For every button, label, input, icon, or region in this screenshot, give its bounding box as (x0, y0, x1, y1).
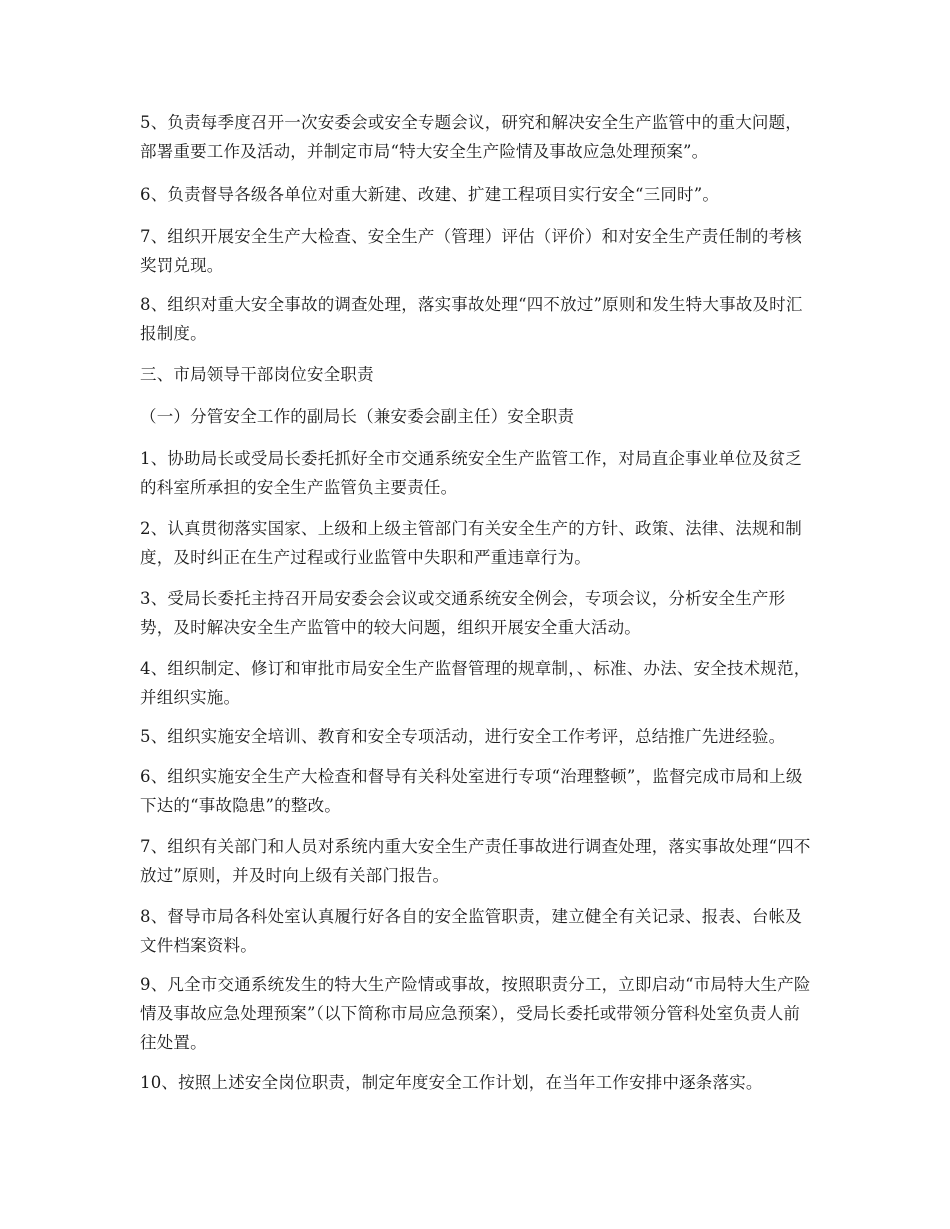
paragraph-item-3: 3、受局长委托主持召开局安委会会议或交通系统安全例会，专项会议，分析安全生产形势，及时解决安全生产监管中的较大问题，组织开展安全重大活动。 (140, 589, 786, 637)
paragraph-item-2: 2、认真贯彻落实国家、上级和上级主管部门有关安全生产的方针、政策、法律、法规和制度，及时纠正在生产过程或行业监管中失职和严重违章行为。 (140, 519, 802, 567)
paragraph-item-7: 7、组织有关部门和人员对系统内重大安全生产责任事故进行调查处理，落实事故处理“四不放过”原则，并及时向上级有关部门报告。 (140, 837, 811, 885)
paragraph-item-1: 1、协助局长或受局长委托抓好全市交通系统安全生产监管工作，对局直企事业单位及贫乏的科室所承担的安全生产监管负主要责任。 (140, 449, 802, 497)
paragraph-item-4: 4、组织制定、修订和审批市局安全生产监督管理的规章制，、标准、办法、安全技术规范，并组织实施。 (140, 659, 811, 707)
subsection-heading: （一）分管安全工作的副局长（兼安委会副主任）安全职责 (140, 407, 575, 426)
paragraph-item-5: 5、组织实施安全培训、教育和安全专项活动，进行安全工作考评，总结推广先进经验。 (140, 727, 786, 746)
section-heading: 三、市局领导干部岗位安全职责 (140, 365, 374, 384)
paragraph-duty-8: 8、组织对重大安全事故的调查处理，落实事故处理“四不放过”原则和发生特大事故及时汇报制度。 (140, 295, 803, 343)
paragraph-item-10: 10、按照上述安全岗位职责，制定年度安全工作计划，在当年工作安排中逐条落实。 (140, 1073, 763, 1092)
paragraph-duty-5: 5、负责每季度召开一次安委会或安全专题会议，研究和解决安全生产监管中的重大问题，部署重要工作及活动，并制定市局“特大安全生产险情及事故应急处理预案”。 (140, 113, 802, 161)
paragraph-duty-7: 7、组织开展安全生产大检查、安全生产（管理）评估（评价）和对安全生产责任制的考核奖罚兑现。 (140, 227, 802, 275)
paragraph-duty-6: 6、负责督导各级各单位对重大新建、改建、扩建工程项目实行安全“三同时”。 (140, 185, 720, 204)
paragraph-item-6: 6、组织实施安全生产大检查和督导有关科处室进行专项“治理整顿”，监督完成市局和上级下达的“事故隐患”的整改。 (140, 767, 803, 815)
paragraph-item-9: 9、凡全市交通系统发生的特大生产险情或事故，按照职责分工，立即启动“市局特大生产险情及事故应急处理预案”（以下简称市局应急预案），受局长委托或带领分管科处室负责人前往处置。 (140, 975, 811, 1052)
paragraph-item-8: 8、督导市局各科处室认真履行好各自的安全监管职责，建立健全有关记录、报表、台帐及文件档案资料。 (140, 907, 802, 955)
